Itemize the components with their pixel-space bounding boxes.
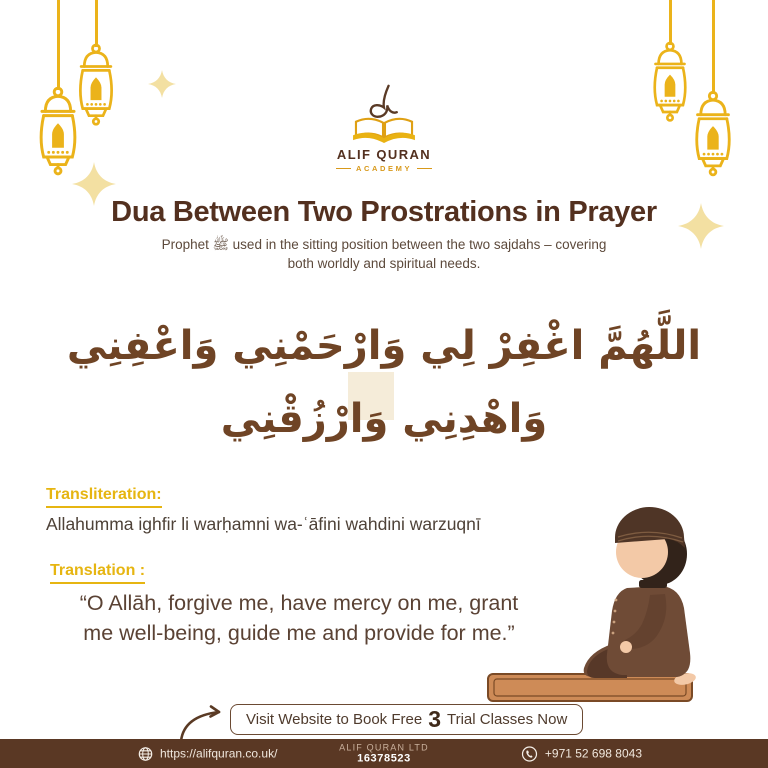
academy-dash — [336, 168, 351, 170]
subtitle-line-2: both worldly and spiritual needs. — [287, 256, 481, 271]
praying-boy-illustration — [477, 496, 709, 708]
company-registration-number: 16378523 — [357, 752, 411, 765]
footer-phone[interactable] — [521, 745, 642, 762]
translation-line-1: “O Allāh, forgive me, have mercy on me, grant — [79, 591, 519, 615]
lantern-string — [95, 0, 98, 47]
prayer-mat — [488, 674, 692, 701]
curved-arrow-icon — [178, 703, 230, 743]
brand-logo — [0, 84, 768, 173]
brand-name: ALIF QURAN — [336, 147, 432, 162]
page-title: Dua Between Two Prostrations in Prayer — [111, 196, 657, 228]
lantern-string — [669, 0, 672, 45]
book-trial-button[interactable] — [230, 704, 583, 735]
open-book-icon — [352, 115, 416, 144]
phone-number[interactable]: +971 52 698 8043 — [544, 746, 642, 761]
brand-subname: ACADEMY — [355, 164, 413, 173]
footer-company-block — [339, 742, 429, 765]
globe-icon — [138, 746, 153, 761]
translation-line-2: me well-being, guide me and provide for me.” — [83, 621, 515, 645]
website-url[interactable]: https://alifquran.co.uk/ — [160, 746, 278, 761]
lantern-string — [712, 0, 715, 94]
page-subtitle — [0, 235, 768, 273]
lantern-string — [57, 0, 60, 90]
cta-text-before: Visit Website to Book Free — [246, 711, 423, 728]
cta-text-after: Trial Classes Now — [447, 711, 568, 728]
subtitle-line-1: Prophet ﷺ used in the sitting position between the two sajdahs – covering — [161, 237, 607, 252]
arabic-line-1: اللَّهُمَّ اغْفِرْ لِي وَارْحَمْنِي وَاعْفِنِي — [66, 323, 702, 369]
phone-icon — [521, 745, 538, 762]
footer-website[interactable] — [138, 746, 277, 761]
academy-dash — [417, 168, 432, 170]
transliteration-text: Allahumma ighfir li warḥamni wa-ʿāfini wahdini warzuqnī — [46, 514, 481, 534]
transliteration-label: Transliteration: — [46, 486, 162, 508]
cta-number: 3 — [428, 706, 441, 732]
arabic-dua — [0, 310, 768, 456]
brand-subname-row — [336, 164, 432, 173]
footer-bar — [0, 739, 768, 768]
arabic-line-2: وَاهْدِنِي وَارْزُقْنِي — [220, 396, 548, 442]
translation-label: Translation : — [50, 562, 145, 584]
company-name: ALIF QURAN LTD — [339, 742, 429, 753]
